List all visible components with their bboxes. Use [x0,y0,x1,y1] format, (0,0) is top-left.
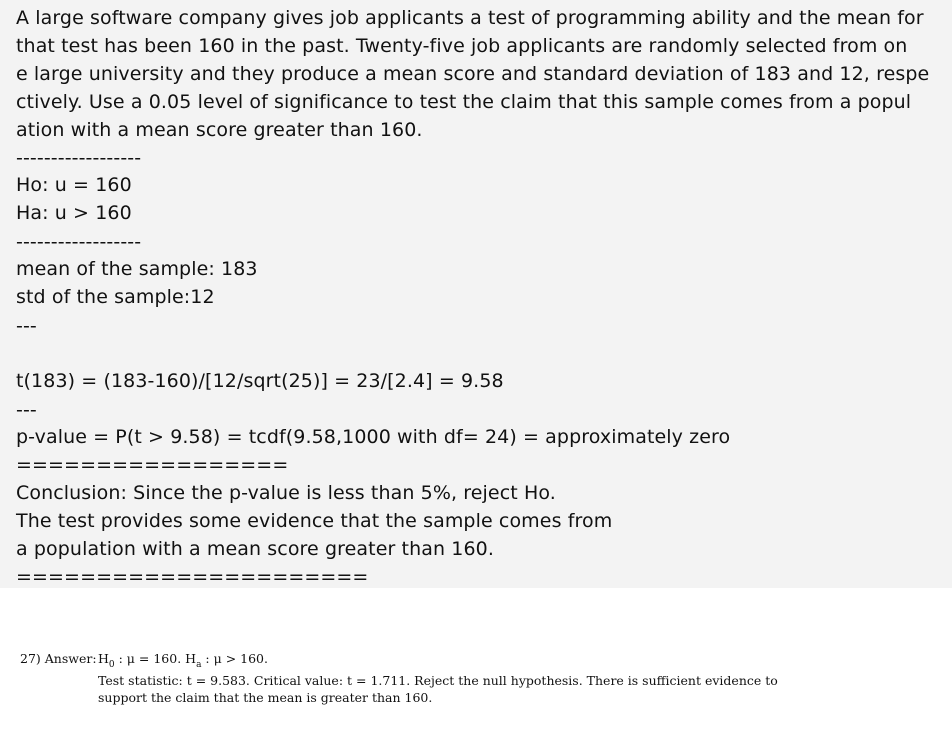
ha-statement: : μ > 160. [201,651,268,666]
answer-conclusion: support the claim that the mean is greater than 160. [98,690,433,705]
ha-subscript: a [196,660,202,670]
sample-mean: mean of the sample: 183 [16,258,258,280]
answer-key [20,650,780,706]
sample-std: std of the sample:12 [16,286,215,308]
separator-short: --- [16,315,37,337]
problem-line-2: that test has been 160 in the past. Twenty-five job applicants are randomly selected from on [16,35,908,57]
h0-letter: H [98,651,109,666]
t-statistic: t(183) = (183-160)/[12/sqrt(25)] = 23/[2.4] = 9.58 [16,370,504,392]
conclusion-line-1: Conclusion: Since the p-value is less than 5%, reject Ho. [16,482,556,504]
answer-hypotheses [20,650,780,672]
alternative-hypothesis: Ha: u > 160 [16,202,132,224]
problem-line-4: ctively. Use a 0.05 level of significance to test the claim that this sample comes from a popul [16,91,912,113]
separator-dashes: ------------------ [16,231,142,253]
h0-statement: : μ = 160. [114,651,186,666]
conclusion-line-2: The test provides some evidence that the sample comes from [16,510,613,532]
answer-number: 27) Answer: [20,651,97,666]
problem-line-3: e large university and they produce a mean score and standard deviation of 183 and 12, respe [16,63,930,85]
p-value: p-value = P(t > 9.58) = tcdf(9.58,1000 with df= 24) = approximately zero [16,426,731,448]
null-hypothesis: Ho: u = 160 [16,174,132,196]
separator-short: --- [16,399,37,421]
problem-line-1: A large software company gives job applicants a test of programming ability and the mean for [16,7,924,29]
problem-line-5: ation with a mean score greater than 160. [16,119,423,141]
separator-equals: ====================== [16,566,369,588]
separator-dashes: ------------------ [16,147,142,169]
ha-letter: H [185,651,197,666]
separator-equals: ================= [16,454,289,476]
h0-subscript: 0 [108,660,115,670]
conclusion-line-3: a population with a mean score greater than 160. [16,538,494,560]
answer-test-statistic: Test statistic: t = 9.583. Critical value: t = 1.711. Reject the null hypothesis. There is sufficient evidence to [98,673,778,688]
